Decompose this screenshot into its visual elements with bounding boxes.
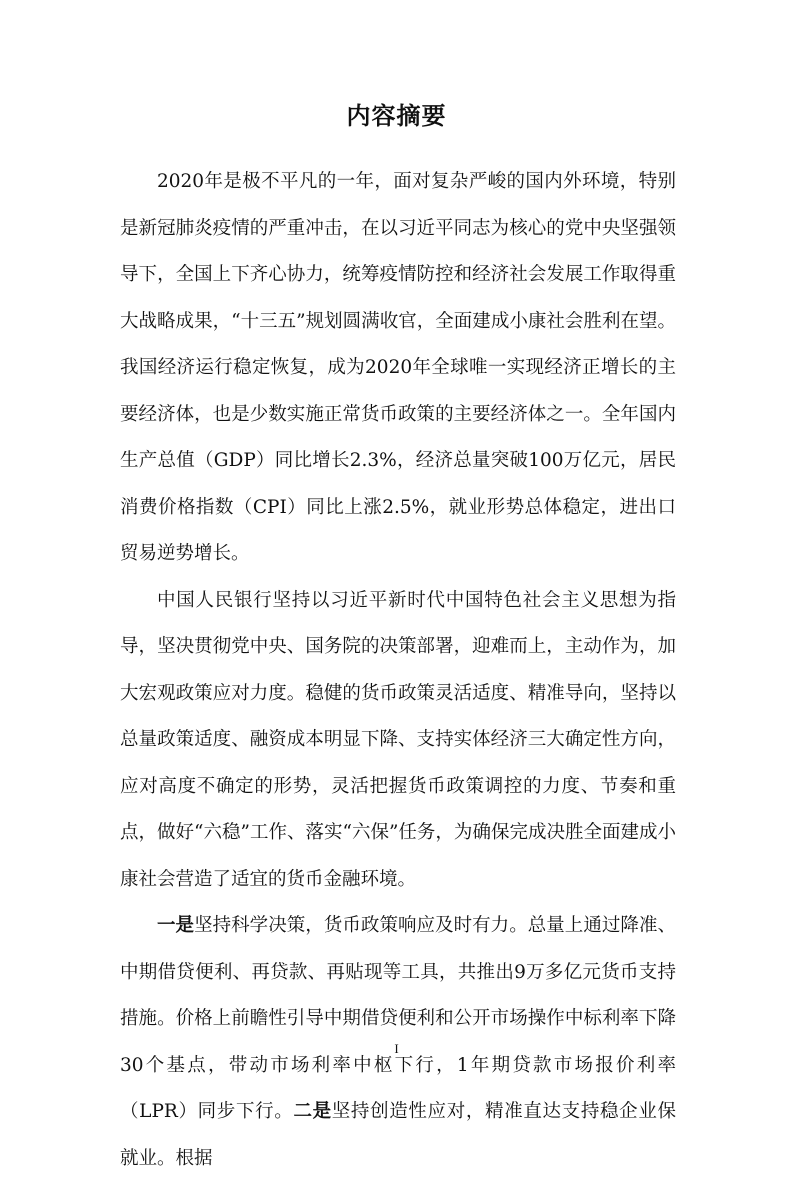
measure-second-text: 坚持创造性应对，精准直达支持稳企业保就业。根据 [120,1101,676,1169]
lead-first: 一是 [157,915,195,936]
page-title: 内容摘要 [346,102,447,130]
body-text [120,159,676,1182]
page-number: I [394,1041,399,1056]
paragraph-pboc-policy: 中国人民银行坚持以习近平新时代中国特色社会主义思想为指导，坚决贯彻党中央、国务院的决策部署，迎难而上，主动作为，加大宏观政策应对力度。稳健的货币政策灵活适度、精准导向，坚持以总量政策适度、融资成本明显下降、支持实体经济三大确定性方向，应对高度不确定的形势，灵活把握货币政策调控的力度、节奏和重点，做好“六稳”工作、落实“六保”任务，为确保完成决胜全面建成小康社会营造了适宜的货币金融环境。 [120,589,676,890]
measure-first-text: 坚持科学决策，货币政策响应及时有力。总量上通过降准、中期借贷便利、再贷款、再贴现等工具，共推出9万多亿元货币支持措施。价格上前瞻性引导中期借贷便利和公开市场操作中标利率下降30个基点，带动市场利率中枢下行，1年期贷款市场报价利率（LPR）同步下行。 [120,915,676,1122]
paragraph-economy-overview: 2020年是极不平凡的一年，面对复杂严峻的国内外环境，特别是新冠肺炎疫情的严重冲击，在以习近平同志为核心的党中央坚强领导下，全国上下齐心协力，统筹疫情防控和经济社会发展工作取得重大战略成果，“十三五”规划圆满收官，全面建成小康社会胜利在望。我国经济运行稳定恢复，成为2020年全球唯一实现经济正增长的主要经济体，也是少数实施正常货币政策的主要经济体之一。全年国内生产总值（GDP）同比增长2.3%，经济总量突破100万亿元，居民消费价格指数（CPI）同比上涨2.5%，就业形势总体稳定，进出口贸易逆势增长。 [120,171,676,564]
lead-second: 二是 [293,1101,332,1122]
